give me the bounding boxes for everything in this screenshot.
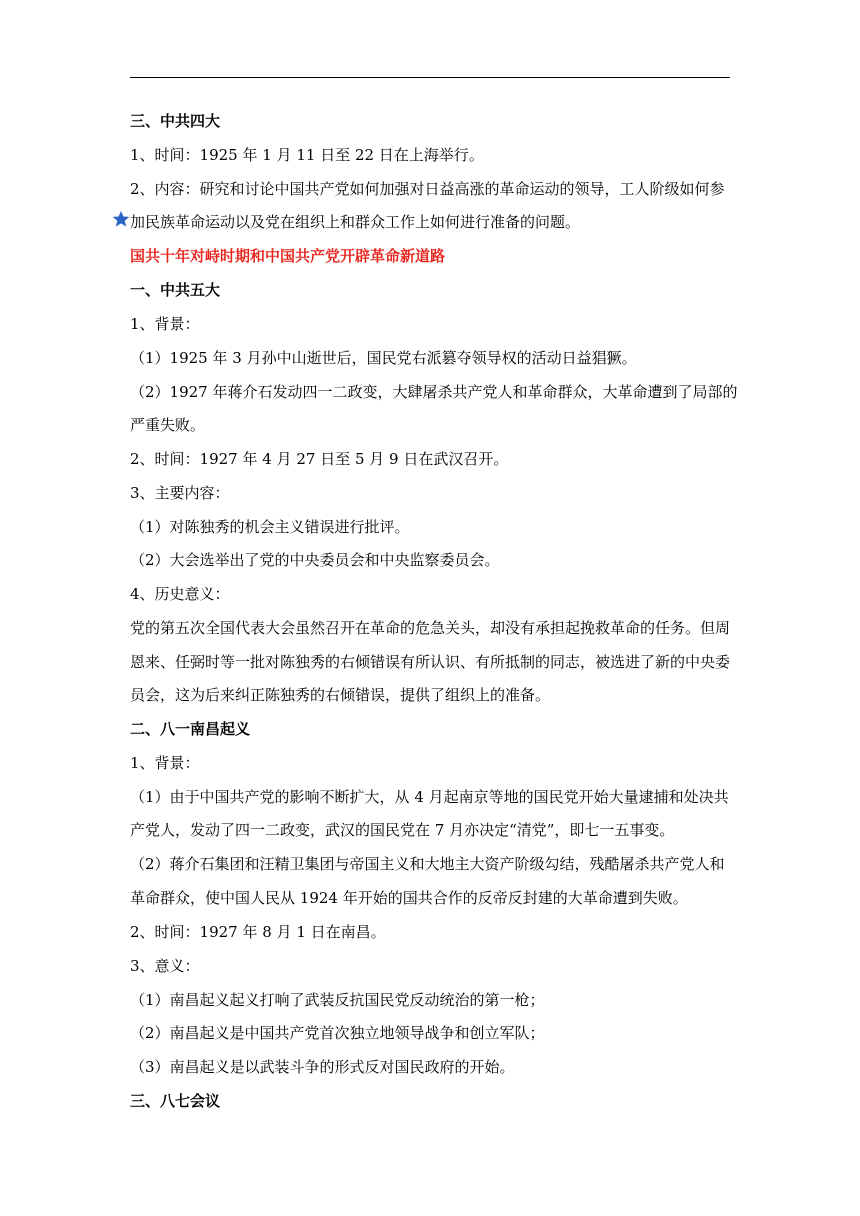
paragraph-line: （2）南昌起义是中国共产党首次独立地领导战争和创立军队； [130,1024,545,1042]
paragraph-line: （2）大会选举出了党的中央委员会和中央监察委员会。 [130,551,500,569]
paragraph-line: 2、时间：1927 年 8 月 1 日在南昌。 [130,923,386,941]
paragraph-line: 产党人，发动了四一二政变，武汉的国民党在 7 月亦决定“清党”，即七一五事变。 [130,821,675,839]
paragraph-line: （2）1927 年蒋介石发动四一二政变，大肆屠杀共产党人和革命群众，大革命遭到了局部的 [130,383,738,401]
paragraph-line: （3）南昌起义是以武装斗争的形式反对国民政府的开始。 [130,1058,515,1076]
paragraph-line: 革命群众，使中国人民从 1924 年开始的国共合作的反帝反封建的大革命遭到失败。 [130,889,688,907]
paragraph-line: 3、意义： [130,957,200,975]
chapter-heading: 国共十年对峙时期和中国共产党开辟革命新道路 [130,247,446,265]
paragraph-line: （1）南昌起义起义打响了武装反抗国民党反动统治的第一枪； [130,991,545,1009]
paragraph-line: 4、历史意义： [130,585,230,603]
paragraph-line: 2、时间：1927 年 4 月 27 日至 5 月 9 日在武汉召开。 [130,450,509,468]
paragraph-line: 1、背景： [130,754,200,772]
paragraph-line: 3、主要内容： [130,484,230,502]
paragraph-line: 严重失败。 [130,416,206,434]
paragraph-line: 2、内容：研究和讨论中国共产党如何加强对日益高涨的革命运动的领导，工人阶级如何参 [130,180,725,198]
section-heading-fourth-congress: 三、中共四大 [130,112,221,130]
paragraph-line: （1）1925 年 3 月孙中山逝世后，国民党右派篡夺领导权的活动日益猖獗。 [130,349,637,367]
section-heading-fifth-congress: 一、中共五大 [130,281,221,299]
paragraph-line: 员会，这为后来纠正陈独秀的右倾错误，提供了组织上的准备。 [130,686,551,704]
paragraph-line: （2）蒋介石集团和汪精卫集团与帝国主义和大地主大资产阶级勾结，残酷屠杀共产党人和 [130,855,725,873]
paragraph-line: （1）由于中国共产党的影响不断扩大，从 4 月起南京等地的国民党开始大量逮捕和处决共 [130,788,729,806]
paragraph-line: 1、背景： [130,315,200,333]
section-heading-august-seventh-meeting: 三、八七会议 [130,1092,221,1110]
paragraph-line: 党的第五次全国代表大会虽然召开在革命的危急关头，却没有承担起挽救革命的任务。但周 [130,619,731,637]
paragraph-line: 加民族革命运动以及党在组织上和群众工作上如何进行准备的问题。 [130,213,581,231]
paragraph-line: （1）对陈独秀的机会主义错误进行批评。 [130,518,410,536]
paragraph-line: 恩来、任弼时等一批对陈独秀的右倾错误有所认识、有所抵制的同志，被选进了新的中央委 [130,653,731,671]
section-heading-nanchang-uprising: 二、八一南昌起义 [130,720,251,738]
header-rule [130,77,730,78]
paragraph-line: 1、时间：1925 年 1 月 11 日至 22 日在上海举行。 [130,146,484,164]
star-icon [112,210,130,228]
